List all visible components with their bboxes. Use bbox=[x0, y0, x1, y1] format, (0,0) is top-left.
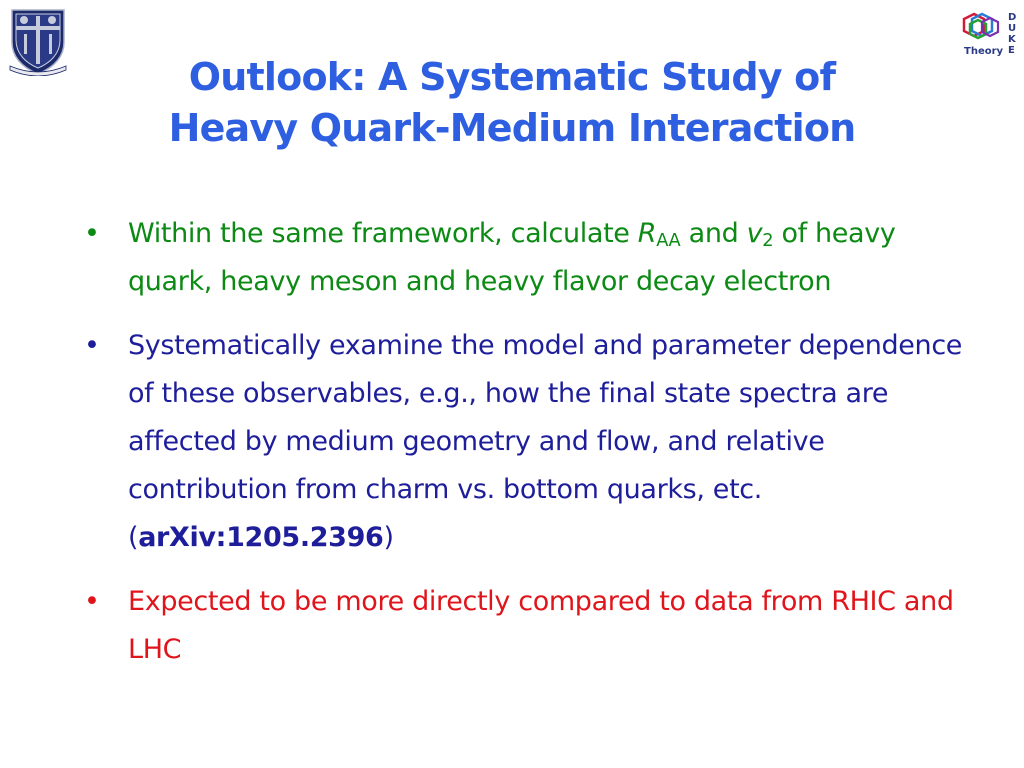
bullet-list bbox=[0, 210, 1024, 690]
bullet-2-pre: Systematically examine the model and parameter dependence of these observables, e.g., how the final state spectra are affected by medium geometry and flow, and relative contribution from charm vs. bottom quarks, etc. ( bbox=[128, 330, 963, 553]
duke-letter-k: K bbox=[1008, 34, 1016, 45]
bullet-item-1 bbox=[0, 210, 1024, 306]
bullet-marker: • bbox=[84, 218, 100, 249]
raa-symbol: R bbox=[637, 218, 657, 249]
bullet-2-post: ) bbox=[383, 522, 394, 553]
bullet-1-post: of heavy quark, heavy meson and heavy flavor decay electron bbox=[128, 218, 896, 297]
duke-letter-d: D bbox=[1008, 12, 1017, 23]
v2-symbol: v bbox=[746, 218, 763, 249]
slide-title bbox=[0, 52, 1024, 154]
bullet-item-2 bbox=[0, 322, 1024, 562]
duke-letter-e: E bbox=[1008, 45, 1015, 56]
bullet-marker: • bbox=[84, 330, 100, 361]
title-line-1: Outlook: A Systematic Study of bbox=[188, 55, 836, 99]
v2-subscript: 2 bbox=[762, 229, 774, 251]
bullet-marker: • bbox=[84, 586, 100, 617]
bullet-item-3 bbox=[0, 578, 1024, 674]
title-line-2: Heavy Quark-Medium Interaction bbox=[168, 106, 856, 150]
bullet-3-text: Expected to be more directly compared to data from RHIC and LHC bbox=[128, 586, 954, 665]
bullet-1-pre: Within the same framework, calculate bbox=[128, 218, 638, 249]
theory-label: Theory bbox=[964, 46, 1004, 57]
duke-letter-u: U bbox=[1008, 23, 1017, 34]
bullet-1-mid: and bbox=[680, 218, 747, 249]
raa-subscript: AA bbox=[656, 229, 681, 251]
arxiv-reference: arXiv:1205.2396 bbox=[138, 522, 384, 553]
